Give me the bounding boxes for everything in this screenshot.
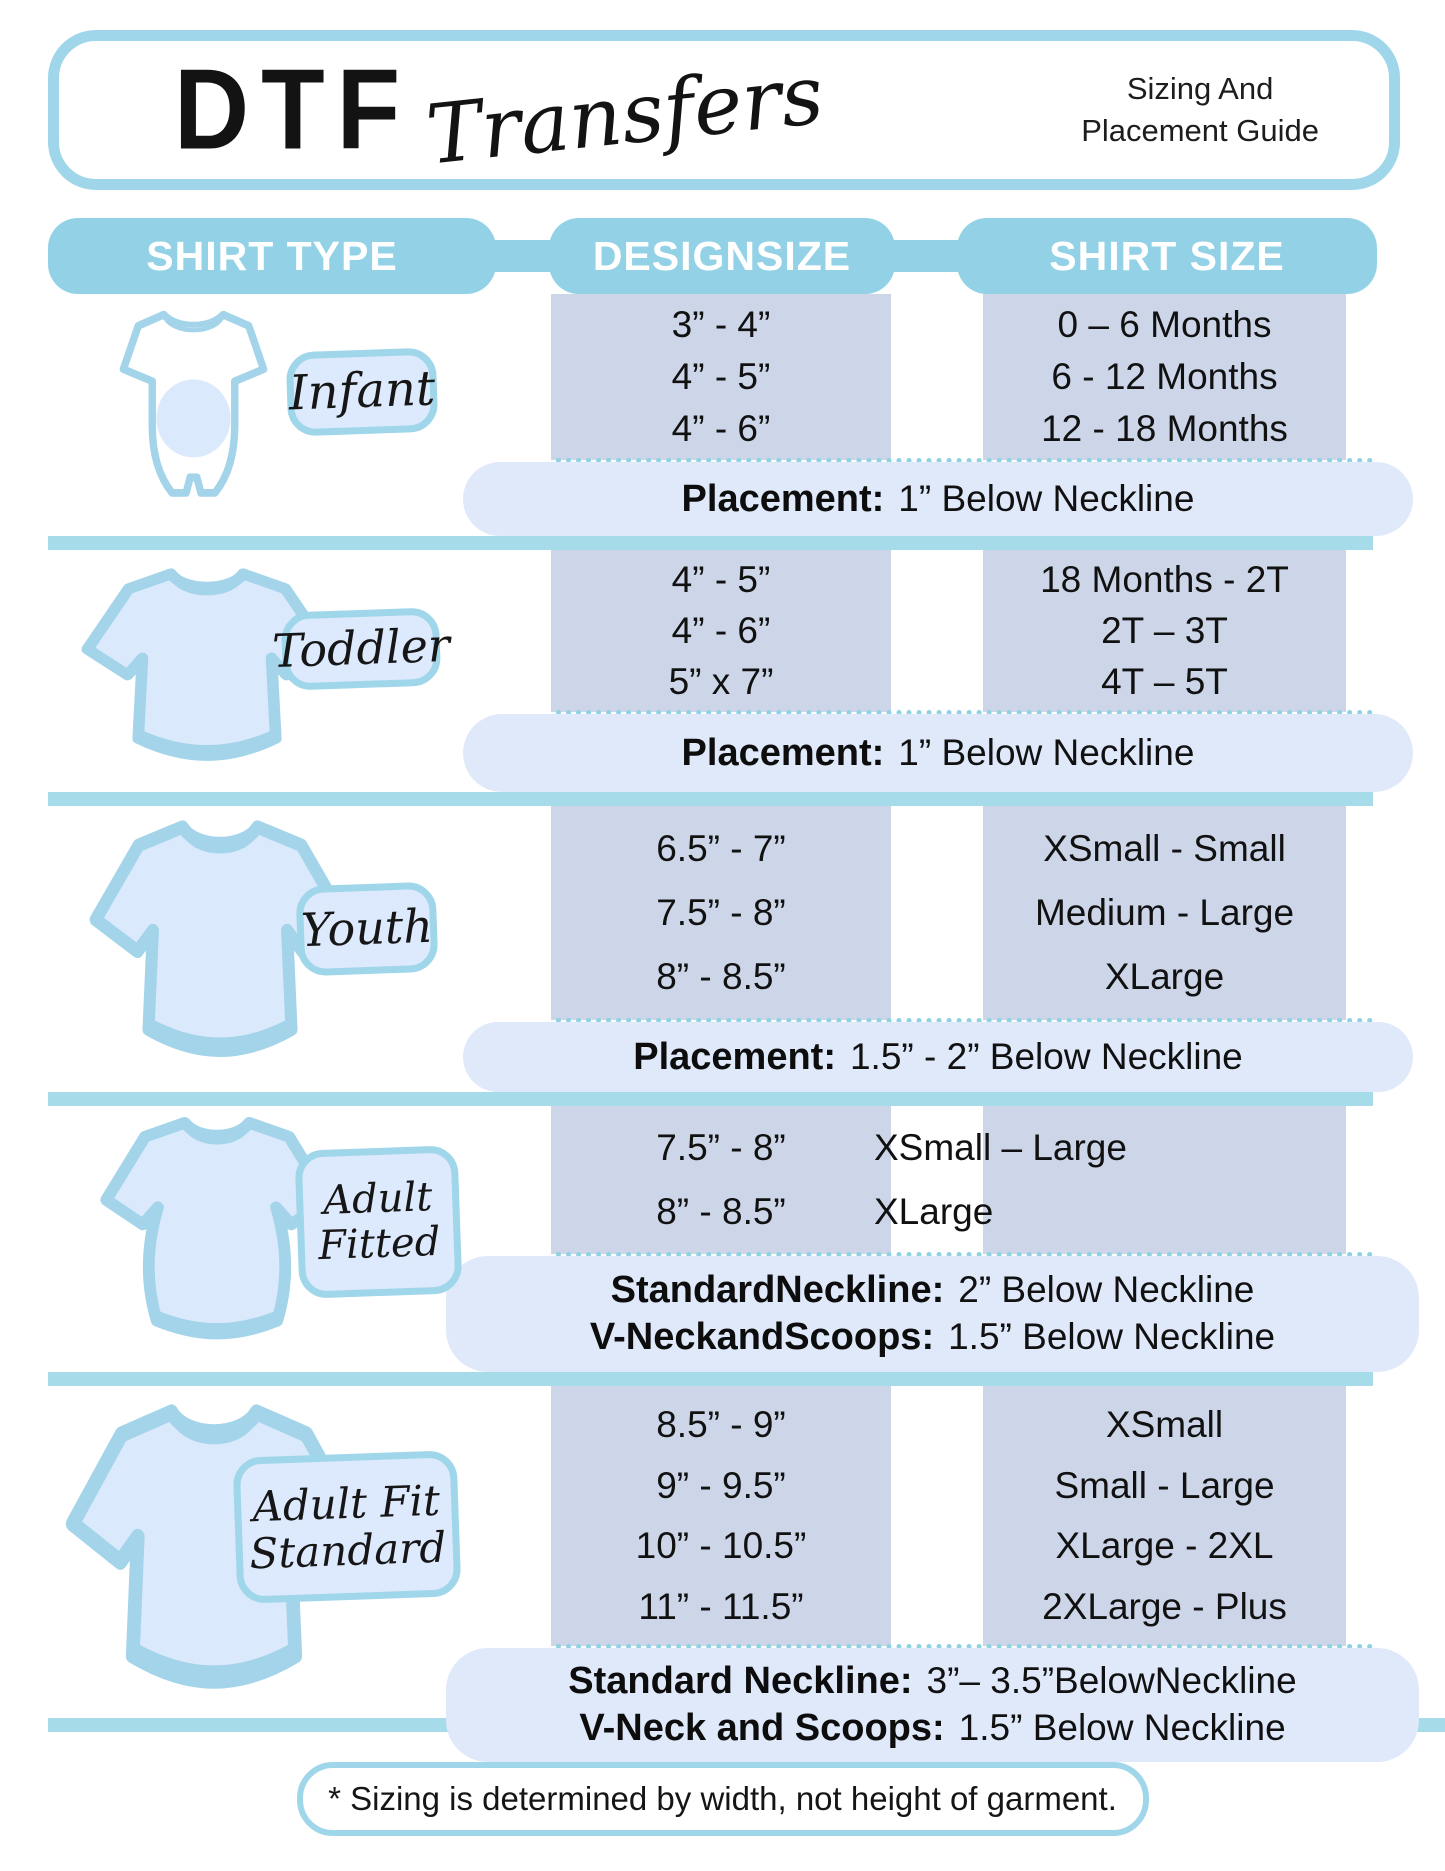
header-subtitle <box>1081 68 1319 152</box>
shirt-size-value: Small - Large <box>1054 1464 1275 1506</box>
brand-script-text: Transfers <box>422 46 828 184</box>
column-pill-design-size: DESIGNSIZE <box>549 218 895 294</box>
placement-box <box>463 1022 1413 1092</box>
shirt-type-label-pill <box>271 607 451 690</box>
pill-connector <box>490 240 555 272</box>
shirt-type-label: Toddler <box>271 618 451 679</box>
design-size-value: 8.5” - 9” <box>656 1404 786 1446</box>
shirt-size-column <box>983 1386 1346 1646</box>
placement-value: 1.5” - 2” Below Neckline <box>849 1035 1243 1077</box>
row-divider <box>48 1092 1373 1106</box>
footer-note-text: * Sizing is determined by width, not height of garment. <box>328 1780 1117 1817</box>
shirt-size-value: 12 - 18 Months <box>1041 408 1288 449</box>
design-size-column <box>551 806 891 1020</box>
placement-label: Placement: <box>681 731 885 774</box>
placement-value: 3”– 3.5”BelowNeckline <box>926 1660 1297 1701</box>
placement-line <box>568 1660 1296 1703</box>
row-body <box>0 806 1445 1020</box>
column-header-row <box>0 218 1445 294</box>
shirt-size-value: XLarge - 2XL <box>1055 1525 1274 1567</box>
header-box <box>48 30 1400 190</box>
placement-label: StandardNeckline: <box>610 1269 945 1311</box>
footer-note-pill <box>297 1762 1149 1836</box>
row-divider <box>48 792 1373 806</box>
shirt-size-column <box>983 806 1346 1020</box>
shirt-type-label-pill <box>286 347 439 436</box>
placement-line <box>633 1036 1243 1079</box>
row-body <box>0 294 1445 460</box>
shirt-type-label-pill <box>233 1450 462 1604</box>
shirt-size-column <box>983 294 1346 460</box>
subtitle-line-2: Placement Guide <box>1081 113 1319 148</box>
shirt-size-column <box>983 550 1346 712</box>
placement-line <box>611 1269 1255 1312</box>
placement-box <box>463 714 1413 792</box>
shirt-size-inline-list <box>874 1106 1127 1254</box>
placement-line <box>579 1707 1285 1750</box>
design-size-value: 11” - 11.5” <box>638 1585 804 1627</box>
placement-label: Placement: <box>633 1035 836 1078</box>
shirt-type-label: Infant <box>287 360 437 422</box>
placement-box <box>446 1256 1419 1372</box>
infant-onesie-icon <box>111 306 276 518</box>
design-size-value: 4” - 5” <box>671 559 771 600</box>
row-youth <box>0 806 1445 1106</box>
shirt-size-value: Medium - Large <box>1034 892 1295 933</box>
shirt-type-label: Standard <box>248 1522 447 1579</box>
placement-line <box>682 732 1195 775</box>
placement-value: 1” Below Neckline <box>898 731 1195 773</box>
row-divider <box>48 1372 1373 1386</box>
row-body <box>0 550 1445 712</box>
design-size-value: 6.5” - 7” <box>656 828 786 869</box>
row-divider <box>48 536 1373 550</box>
shirt-size-value: XSmall <box>1105 1404 1224 1446</box>
shirt-type-label-pill <box>295 882 438 977</box>
column-pill-shirt-size: SHIRT SIZE <box>957 218 1377 294</box>
subtitle-line-1: Sizing And <box>1126 71 1274 107</box>
design-size-value: 4” - 6” <box>671 610 771 651</box>
shirt-size-value: XSmall - Small <box>1043 828 1286 869</box>
design-size-value: 4” - 6” <box>671 408 771 449</box>
row-toddler <box>0 550 1445 806</box>
design-size-column <box>551 1106 891 1254</box>
rows-container <box>0 294 1445 1749</box>
placement-label: V-Neck and Scoops: <box>579 1707 945 1749</box>
placement-box <box>446 1648 1419 1762</box>
placement-label: Placement: <box>681 477 885 520</box>
shirt-type-label-pill <box>294 1145 462 1299</box>
placement-line <box>682 478 1195 521</box>
design-size-value: 4” - 5” <box>671 356 771 397</box>
placement-label: Standard Neckline: <box>568 1660 913 1702</box>
design-size-value: 3” - 4” <box>671 304 771 345</box>
placement-value: 1.5” Below Neckline <box>958 1707 1286 1748</box>
row-adult-fitted <box>0 1106 1445 1386</box>
row-body <box>0 1386 1445 1646</box>
shirt-type-label: Fitted <box>317 1218 442 1270</box>
shirt-size-value: XLarge <box>1104 956 1225 997</box>
design-size-value: 8” - 8.5” <box>656 1190 786 1232</box>
placement-value: 1.5” Below Neckline <box>948 1316 1276 1357</box>
row-infant <box>0 294 1445 550</box>
shirt-size-value: 18 Months - 2T <box>1040 559 1289 600</box>
shirt-type-label: Adult Fit <box>251 1475 441 1532</box>
brand-title <box>174 45 828 184</box>
shirt-type-label: Youth <box>300 898 434 958</box>
column-pill-shirt-type: SHIRT TYPE <box>48 218 496 294</box>
design-size-value: 7.5” - 8” <box>656 1127 786 1169</box>
design-size-value: 5” x 7” <box>668 661 774 702</box>
placement-box <box>463 462 1413 536</box>
brand-bold-text: DTF <box>174 45 413 174</box>
pill-connector <box>889 240 963 272</box>
row-body <box>0 1106 1445 1270</box>
design-size-value: 8” - 8.5” <box>656 956 786 997</box>
design-size-column <box>551 294 891 460</box>
design-size-value: 7.5” - 8” <box>656 892 786 933</box>
design-size-column <box>551 550 891 712</box>
shirt-size-value: XLarge <box>874 1190 994 1232</box>
shirt-size-value: XSmall – Large <box>874 1127 1127 1169</box>
shirt-size-value: 2XLarge - Plus <box>1042 1585 1287 1627</box>
row-adult-fit-standard <box>0 1386 1445 1749</box>
shirt-size-value: 4T – 5T <box>1101 661 1228 702</box>
placement-line <box>590 1316 1275 1359</box>
shirt-type-label: Adult <box>322 1174 434 1225</box>
shirt-size-value: 6 - 12 Months <box>1051 356 1278 397</box>
shirt-size-value: 2T – 3T <box>1101 610 1228 651</box>
design-size-value: 10” - 10.5” <box>635 1525 807 1567</box>
design-size-column <box>551 1386 891 1646</box>
placement-value: 2” Below Neckline <box>958 1269 1255 1310</box>
design-size-value: 9” - 9.5” <box>656 1464 786 1506</box>
placement-value: 1” Below Neckline <box>898 477 1195 519</box>
placement-label: V-NeckandScoops: <box>589 1316 935 1358</box>
shirt-size-value: 0 – 6 Months <box>1057 304 1272 345</box>
